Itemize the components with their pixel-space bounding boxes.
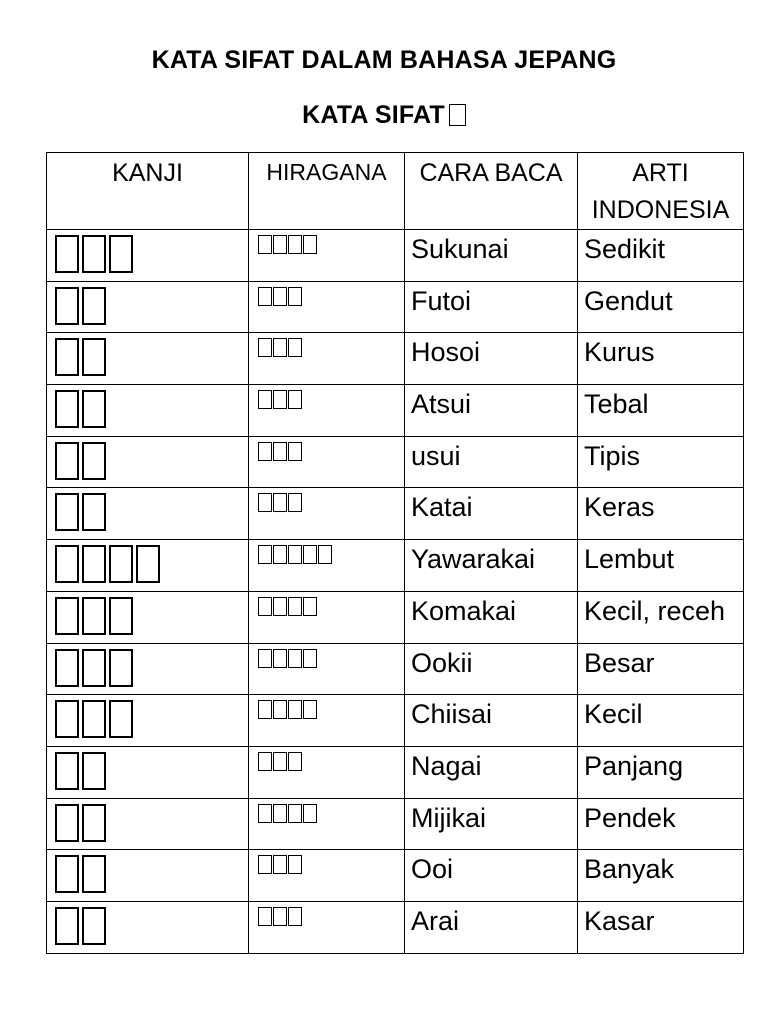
- missing-glyph-icon: [82, 907, 106, 945]
- missing-glyph-icon: [109, 545, 133, 583]
- table-row: [47, 643, 744, 695]
- missing-glyph-icon: [288, 390, 302, 409]
- missing-glyph-icon: [258, 390, 272, 409]
- meaning-cell: Kasar: [578, 901, 744, 953]
- kanji-cell: [47, 746, 249, 798]
- header-kanji: KANJI: [47, 153, 249, 230]
- reading-cell: Arai: [405, 901, 578, 953]
- missing-glyph-icon: [273, 597, 287, 616]
- reading-cell: Komakai: [405, 591, 578, 643]
- meaning-cell: Kecil: [578, 695, 744, 747]
- header-arti: ARTI INDONESIA: [578, 153, 744, 230]
- hiragana-cell: [249, 436, 405, 488]
- kanji-cell: [47, 230, 249, 282]
- missing-glyph-icon: [258, 235, 272, 254]
- missing-glyph-icon: [55, 752, 79, 790]
- reading-cell: Ookii: [405, 643, 578, 695]
- kanji-cell: [47, 591, 249, 643]
- header-cara-baca: CARA BACA: [405, 153, 578, 230]
- meaning-cell: Keras: [578, 488, 744, 540]
- missing-glyph-icon: [303, 700, 317, 719]
- missing-glyph-icon: [303, 804, 317, 823]
- table-row: [47, 436, 744, 488]
- kanji-cell: [47, 901, 249, 953]
- missing-glyph-icon: [303, 545, 317, 564]
- meaning-cell: Besar: [578, 643, 744, 695]
- missing-glyph-icon: [55, 649, 79, 687]
- missing-glyph-icon: [55, 804, 79, 842]
- reading-cell: Sukunai: [405, 230, 578, 282]
- kanji-cell: [47, 281, 249, 333]
- missing-glyph-icon: [258, 649, 272, 668]
- missing-glyph-icon: [82, 649, 106, 687]
- table-row: [47, 230, 744, 282]
- hiragana-cell: [249, 901, 405, 953]
- kanji-cell: [47, 643, 249, 695]
- hiragana-cell: [249, 385, 405, 437]
- reading-cell: Yawarakai: [405, 540, 578, 592]
- missing-glyph-icon: [303, 649, 317, 668]
- meaning-cell: Panjang: [578, 746, 744, 798]
- missing-glyph-icon: [449, 104, 466, 126]
- table-row: [47, 746, 744, 798]
- missing-glyph-icon: [288, 700, 302, 719]
- missing-glyph-icon: [273, 390, 287, 409]
- meaning-cell: Lembut: [578, 540, 744, 592]
- missing-glyph-icon: [82, 545, 106, 583]
- hiragana-cell: [249, 746, 405, 798]
- missing-glyph-icon: [109, 700, 133, 738]
- table-row: [47, 333, 744, 385]
- reading-cell: Katai: [405, 488, 578, 540]
- reading-cell: Hosoi: [405, 333, 578, 385]
- meaning-cell: Pendek: [578, 798, 744, 850]
- missing-glyph-icon: [258, 804, 272, 823]
- missing-glyph-icon: [55, 700, 79, 738]
- missing-glyph-icon: [288, 235, 302, 254]
- reading-cell: Nagai: [405, 746, 578, 798]
- kanji-cell: [47, 850, 249, 902]
- missing-glyph-icon: [82, 597, 106, 635]
- missing-glyph-icon: [318, 545, 332, 564]
- header-hiragana: HIRAGANA: [249, 153, 405, 230]
- missing-glyph-icon: [55, 338, 79, 376]
- missing-glyph-icon: [258, 855, 272, 874]
- meaning-cell: Tebal: [578, 385, 744, 437]
- missing-glyph-icon: [273, 804, 287, 823]
- reading-cell: Atsui: [405, 385, 578, 437]
- table-row: [47, 488, 744, 540]
- meaning-cell: Gendut: [578, 281, 744, 333]
- missing-glyph-icon: [55, 855, 79, 893]
- missing-glyph-icon: [273, 907, 287, 926]
- missing-glyph-icon: [82, 235, 106, 273]
- missing-glyph-icon: [273, 752, 287, 771]
- missing-glyph-icon: [109, 649, 133, 687]
- reading-cell: Futoi: [405, 281, 578, 333]
- kanji-cell: [47, 798, 249, 850]
- missing-glyph-icon: [288, 442, 302, 461]
- reading-cell: usui: [405, 436, 578, 488]
- missing-glyph-icon: [273, 855, 287, 874]
- missing-glyph-icon: [55, 597, 79, 635]
- reading-cell: Ooi: [405, 850, 578, 902]
- missing-glyph-icon: [82, 390, 106, 428]
- hiragana-cell: [249, 695, 405, 747]
- missing-glyph-icon: [82, 700, 106, 738]
- reading-cell: Chiisai: [405, 695, 578, 747]
- kanji-cell: [47, 333, 249, 385]
- reading-cell: Mijikai: [405, 798, 578, 850]
- hiragana-cell: [249, 643, 405, 695]
- kanji-cell: [47, 385, 249, 437]
- missing-glyph-icon: [273, 442, 287, 461]
- missing-glyph-icon: [273, 700, 287, 719]
- missing-glyph-icon: [82, 752, 106, 790]
- missing-glyph-icon: [288, 545, 302, 564]
- missing-glyph-icon: [258, 338, 272, 357]
- meaning-cell: Banyak: [578, 850, 744, 902]
- meaning-cell: Kecil, receh: [578, 591, 744, 643]
- missing-glyph-icon: [288, 493, 302, 512]
- table-row: [47, 850, 744, 902]
- missing-glyph-icon: [258, 597, 272, 616]
- missing-glyph-icon: [445, 101, 466, 129]
- missing-glyph-icon: [258, 545, 272, 564]
- hiragana-cell: [249, 540, 405, 592]
- missing-glyph-icon: [258, 287, 272, 306]
- hiragana-cell: [249, 281, 405, 333]
- missing-glyph-icon: [55, 545, 79, 583]
- missing-glyph-icon: [273, 338, 287, 357]
- missing-glyph-icon: [273, 493, 287, 512]
- table-header-row: [47, 153, 744, 230]
- missing-glyph-icon: [82, 338, 106, 376]
- missing-glyph-icon: [273, 649, 287, 668]
- missing-glyph-icon: [258, 442, 272, 461]
- missing-glyph-icon: [258, 752, 272, 771]
- table-row: [47, 901, 744, 953]
- missing-glyph-icon: [303, 235, 317, 254]
- missing-glyph-icon: [273, 235, 287, 254]
- missing-glyph-icon: [288, 855, 302, 874]
- missing-glyph-icon: [288, 649, 302, 668]
- table-row: [47, 695, 744, 747]
- hiragana-cell: [249, 850, 405, 902]
- table-row: [47, 540, 744, 592]
- document-subtitle: [0, 101, 768, 130]
- missing-glyph-icon: [55, 442, 79, 480]
- missing-glyph-icon: [273, 287, 287, 306]
- missing-glyph-icon: [136, 545, 160, 583]
- missing-glyph-icon: [82, 855, 106, 893]
- missing-glyph-icon: [303, 597, 317, 616]
- missing-glyph-icon: [273, 545, 287, 564]
- missing-glyph-icon: [288, 907, 302, 926]
- table-row: [47, 281, 744, 333]
- missing-glyph-icon: [55, 235, 79, 273]
- missing-glyph-icon: [109, 597, 133, 635]
- missing-glyph-icon: [288, 804, 302, 823]
- kanji-cell: [47, 540, 249, 592]
- table-row: [47, 798, 744, 850]
- hiragana-cell: [249, 333, 405, 385]
- missing-glyph-icon: [82, 804, 106, 842]
- missing-glyph-icon: [288, 287, 302, 306]
- table-row: [47, 385, 744, 437]
- missing-glyph-icon: [55, 287, 79, 325]
- missing-glyph-icon: [288, 338, 302, 357]
- meaning-cell: Kurus: [578, 333, 744, 385]
- hiragana-cell: [249, 230, 405, 282]
- missing-glyph-icon: [258, 907, 272, 926]
- missing-glyph-icon: [288, 752, 302, 771]
- missing-glyph-icon: [82, 442, 106, 480]
- kanji-cell: [47, 436, 249, 488]
- missing-glyph-icon: [258, 493, 272, 512]
- missing-glyph-icon: [82, 493, 106, 531]
- meaning-cell: Sedikit: [578, 230, 744, 282]
- missing-glyph-icon: [109, 235, 133, 273]
- missing-glyph-icon: [82, 287, 106, 325]
- missing-glyph-icon: [55, 390, 79, 428]
- hiragana-cell: [249, 488, 405, 540]
- adjective-table: [46, 152, 744, 954]
- meaning-cell: Tipis: [578, 436, 744, 488]
- subtitle-text: KATA SIFAT: [302, 101, 445, 129]
- missing-glyph-icon: [55, 907, 79, 945]
- missing-glyph-icon: [55, 493, 79, 531]
- kanji-cell: [47, 695, 249, 747]
- kanji-cell: [47, 488, 249, 540]
- hiragana-cell: [249, 798, 405, 850]
- hiragana-cell: [249, 591, 405, 643]
- missing-glyph-icon: [258, 700, 272, 719]
- table-row: [47, 591, 744, 643]
- document-title: KATA SIFAT DALAM BAHASA JEPANG: [151, 46, 617, 74]
- missing-glyph-icon: [288, 597, 302, 616]
